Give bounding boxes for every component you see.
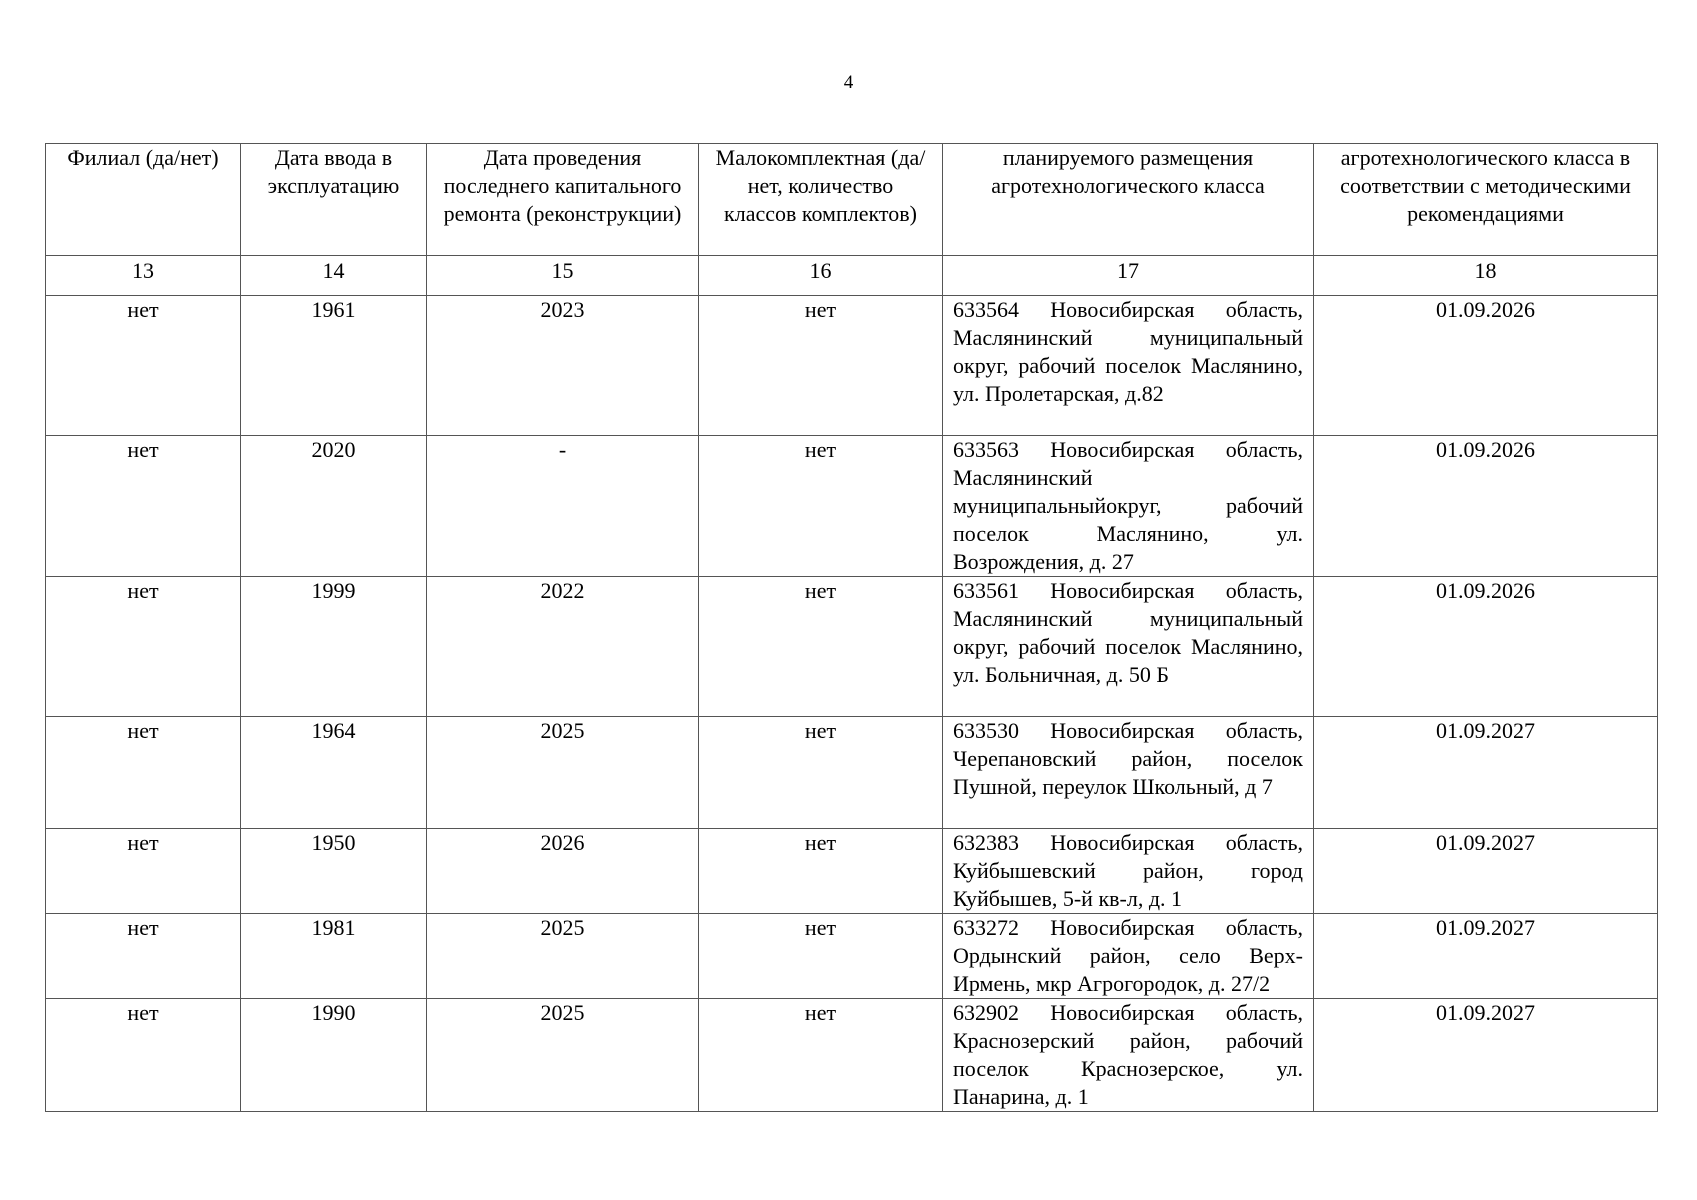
table-row [46,436,1658,577]
header-agrotech-class: агротехнологического класса в соответствии с методическими рекомендациями [1314,144,1658,256]
cell-branch: нет [46,436,241,577]
table-row [46,296,1658,436]
cell-address: 633563 Новосибирская область, Маслянинский муниципальныйокруг, рабочий поселок Маслянино, ул. Возрождения, д. 27 [943,436,1314,577]
cell-repair-year: 2022 [427,577,699,717]
cell-small-school: нет [699,999,943,1112]
cell-branch: нет [46,914,241,999]
cell-address: 633561 Новосибирская область, Маслянинский муниципальный округ, рабочий поселок Маслянино, ул. Больничная, д. 50 Б [943,577,1314,717]
cell-commissioning-year: 1964 [241,717,427,829]
column-number: 18 [1314,256,1658,296]
schools-table [45,143,1658,1112]
cell-address: 632902 Новосибирская область, Краснозерский район, рабочий поселок Краснозерское, ул. Панарина, д. 1 [943,999,1314,1112]
table-row [46,577,1658,717]
header-branch: Филиал (да/нет) [46,144,241,256]
table-row [46,999,1658,1112]
column-number: 16 [699,256,943,296]
cell-commissioning-year: 1981 [241,914,427,999]
cell-repair-year: 2023 [427,296,699,436]
cell-repair-year: 2025 [427,999,699,1112]
column-number: 14 [241,256,427,296]
cell-class-date: 01.09.2026 [1314,577,1658,717]
cell-commissioning-year: 1990 [241,999,427,1112]
cell-branch: нет [46,717,241,829]
cell-commissioning-year: 1950 [241,829,427,914]
cell-commissioning-year: 1961 [241,296,427,436]
table-row [46,717,1658,829]
cell-commissioning-year: 2020 [241,436,427,577]
table-row [46,829,1658,914]
cell-address: 633530 Новосибирская область, Черепановский район, поселок Пушной, переулок Школьный, д 7 [943,717,1314,829]
cell-class-date: 01.09.2027 [1314,717,1658,829]
cell-commissioning-year: 1999 [241,577,427,717]
cell-repair-year: - [427,436,699,577]
cell-class-date: 01.09.2027 [1314,999,1658,1112]
cell-small-school: нет [699,296,943,436]
cell-class-date: 01.09.2027 [1314,914,1658,999]
cell-address: 633564 Новосибирская область, Маслянинский муниципальный округ, рабочий поселок Маслянино, ул. Пролетарская, д.82 [943,296,1314,436]
cell-address: 633272 Новосибирская область, Ордынский район, село Верх-Ирмень, мкр Агрогородок, д. 27/2 [943,914,1314,999]
cell-branch: нет [46,829,241,914]
cell-small-school: нет [699,717,943,829]
cell-repair-year: 2025 [427,717,699,829]
cell-address: 632383 Новосибирская область, Куйбышевский район, город Куйбышев, 5-й кв-л, д. 1 [943,829,1314,914]
cell-small-school: нет [699,436,943,577]
table-row [46,914,1658,999]
cell-branch: нет [46,999,241,1112]
header-repair-date: Дата проведения последнего капитального ремонта (реконструкции) [427,144,699,256]
cell-small-school: нет [699,914,943,999]
header-planned-placement: планируемого размещения агротехнологического класса [943,144,1314,256]
cell-small-school: нет [699,829,943,914]
cell-class-date: 01.09.2026 [1314,436,1658,577]
column-number-row [46,256,1658,296]
page-number: 4 [843,72,854,93]
cell-repair-year: 2025 [427,914,699,999]
cell-class-date: 01.09.2026 [1314,296,1658,436]
cell-class-date: 01.09.2027 [1314,829,1658,914]
cell-small-school: нет [699,577,943,717]
column-number: 17 [943,256,1314,296]
cell-repair-year: 2026 [427,829,699,914]
header-small-school: Малокомплектная (да/нет, количество классов комплектов) [699,144,943,256]
column-number: 13 [46,256,241,296]
header-commissioning-date: Дата ввода в эксплуатацию [241,144,427,256]
cell-branch: нет [46,577,241,717]
table-header-row [46,144,1658,256]
column-number: 15 [427,256,699,296]
cell-branch: нет [46,296,241,436]
